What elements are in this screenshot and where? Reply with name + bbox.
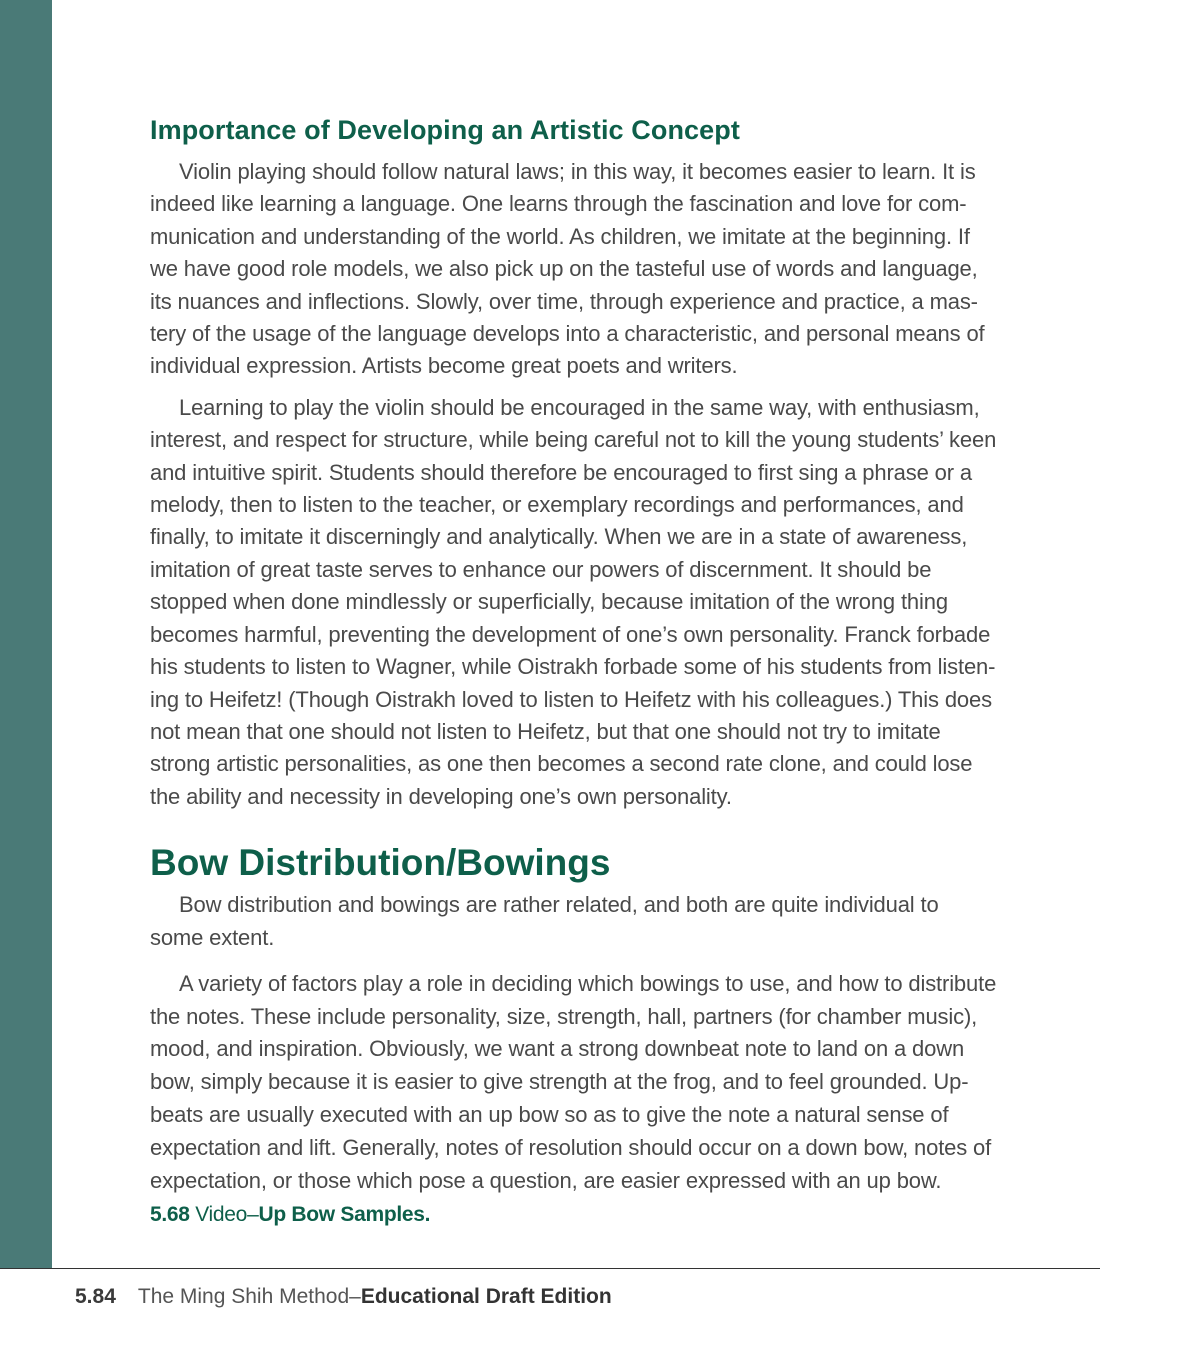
video-link-title: Up Bow Samples. — [258, 1203, 431, 1227]
side-accent-bar — [0, 0, 52, 1268]
page-number: 5.84 — [75, 1285, 116, 1308]
video-link-word: Video — [195, 1203, 248, 1227]
book-title: The Ming Shih Method– — [137, 1285, 361, 1308]
footer-divider — [0, 1268, 1100, 1269]
section-heading-bow-distribution: Bow Distribution/Bowings — [150, 842, 611, 884]
video-link-separator: – — [247, 1203, 259, 1227]
paragraph: Bow distribution and bowings are rather related, and both are quite individual to some extent. — [150, 892, 939, 950]
video-link-number: 5.68 — [150, 1203, 190, 1227]
paragraph: Violin playing should follow natural laws; in this way, it becomes easier to learn. It is indeed like learning a language. One learns through the fascination and love for com- munication and understanding of the world. As children, we imitate at the beginning. If we have good role models, we also pick up on the tasteful use of words and language, its nuances and inflections. Slowly, over time, through experience and practice, a mas- tery of the usage of the language develops into a characteristic, and personal means of individual expression. Artists become great poets and writers. — [150, 159, 985, 379]
paragraph: A variety of factors play a role in deciding which bowings to use, and how to distribute the notes. These include personality, size, strength, hall, partners (for chamber music), mood, and inspiration. Obviously, we want a strong downbeat note to land on a down bow, simply because it is easier to give strength at the frog, and to feel grounded. Up- beats are usually executed with an up bow so as to give the note a natural sense of expectation and lift. Generally, notes of resolution should occur on a down bow, notes of expectation, or those which pose a question, are easier expressed with an up bow. — [150, 970, 997, 1193]
paragraph: Learning to play the violin should be encouraged in the same way, with enthusiasm, interest, and respect for structure, while being careful not to kill the young students’ keen and intuitive spirit. Students should therefore be encouraged to first sing a phrase or a melody, then to listen to the teacher, or exemplary recordings and performances, and finally, to imitate it discerningly and analytically. When we are in a state of awareness, imitation of great taste serves to enhance our powers of discernment. It should be stopped when done mindlessly or superficially, because imitation of the wrong thing becomes harmful, preventing the development of one’s own personality. Franck forbade his students to listen to Wagner, while Oistrakh forbade some of his students from listen- ing to Heifetz! (Though Oistrakh loved to listen to Heifetz with his colleagues.) This does not mean that one should not listen to Heifetz, but that one should not try to imitate strong artistic personalities, as one then becomes a second rate clone, and could lose the ability and necessity in developing one’s own personality. — [150, 394, 997, 809]
page-footer — [75, 1283, 612, 1311]
edition-label: Educational Draft Edition — [360, 1285, 612, 1308]
section-heading-artistic-concept: Importance of Developing an Artistic Concept — [150, 115, 740, 145]
page-content — [150, 112, 1102, 1230]
video-link-up-bow-samples[interactable] — [150, 1200, 1102, 1230]
